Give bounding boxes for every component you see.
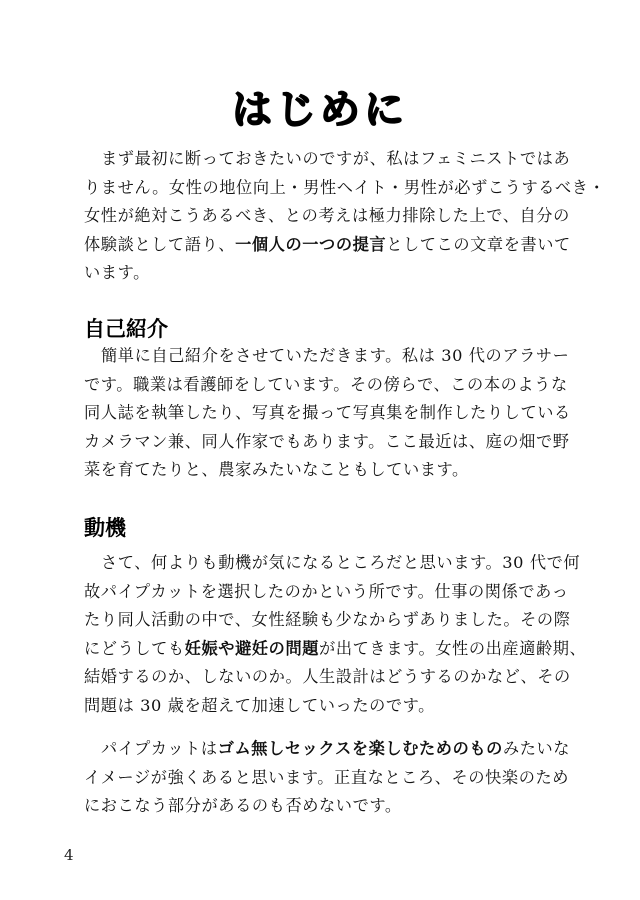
- text-line: 体験談として語り、一個人の一つの提言としてこの文章を書いて: [84, 234, 571, 254]
- section-heading-motivation: 動機: [84, 516, 126, 540]
- text-line: たり同人活動の中で、女性経験も少なからずありました。その際: [84, 610, 571, 629]
- bold-emphasis: 一個人の一つの提言: [235, 234, 387, 254]
- text-line: います。: [84, 263, 150, 282]
- text-line: 問題は 30 歳を超えて加速していったのです。: [84, 695, 435, 715]
- bold-emphasis: 妊娠や避妊の問題: [184, 638, 320, 658]
- self-introduction-paragraph: [84, 342, 571, 485]
- text-line: まず最初に断っておきたいのですが、私はフェミニストではあ: [101, 149, 571, 168]
- text-line: カメラマン兼、同人作家でもあります。ここ最近は、庭の畑で野: [84, 431, 570, 451]
- intro-paragraph: [84, 145, 606, 288]
- text-line: 菜を育てたりと、農家みたいなこともしています。: [84, 460, 469, 479]
- text-line: パイプカットはゴム無しセックスを楽しむためのものみたいな: [101, 739, 571, 758]
- text-line: 故パイプカットを選択したのかという所です。仕事の関係であっ: [84, 581, 569, 601]
- text-line: りません。女性の地位向上・男性ヘイト・男性が必ずこうするべき・: [84, 177, 606, 197]
- page-title: はじめに: [232, 87, 408, 133]
- motivation-paragraph-1: [84, 549, 587, 720]
- text-line: 簡単に自己紹介をさせていただきます。私は 30 代のアラサー: [101, 346, 570, 365]
- text-line: イメージが強くあると思います。正直なところ、その快楽のため: [84, 767, 570, 787]
- text-line: です。職業は看護師をしています。その傍らで、この本のような: [84, 374, 568, 394]
- text-line: さて、何よりも動機が気になるところだと思います。30 代で何: [101, 553, 581, 572]
- motivation-paragraph-2: [84, 735, 571, 821]
- bold-emphasis: ゴム無しセックスを楽しむためのもの: [217, 739, 503, 758]
- text-line: におこなう部分があるのも否めないです。: [84, 796, 402, 815]
- text-line: 女性が絶対こうあるべき、との考えは極力排除した上で、自分の: [84, 206, 570, 225]
- text-line: 同人誌を執筆したり、写真を撮って写真集を制作したりしている: [84, 403, 571, 422]
- page-number: 4: [64, 846, 74, 864]
- text-line: にどうしても妊娠や避妊の問題が出てきます。女性の出産適齢期、: [84, 638, 587, 658]
- section-heading-self-introduction: 自己紹介: [84, 317, 168, 341]
- text-line: 結婚するのか、しないのか。人生設計はどうするのかなど、その: [84, 667, 571, 686]
